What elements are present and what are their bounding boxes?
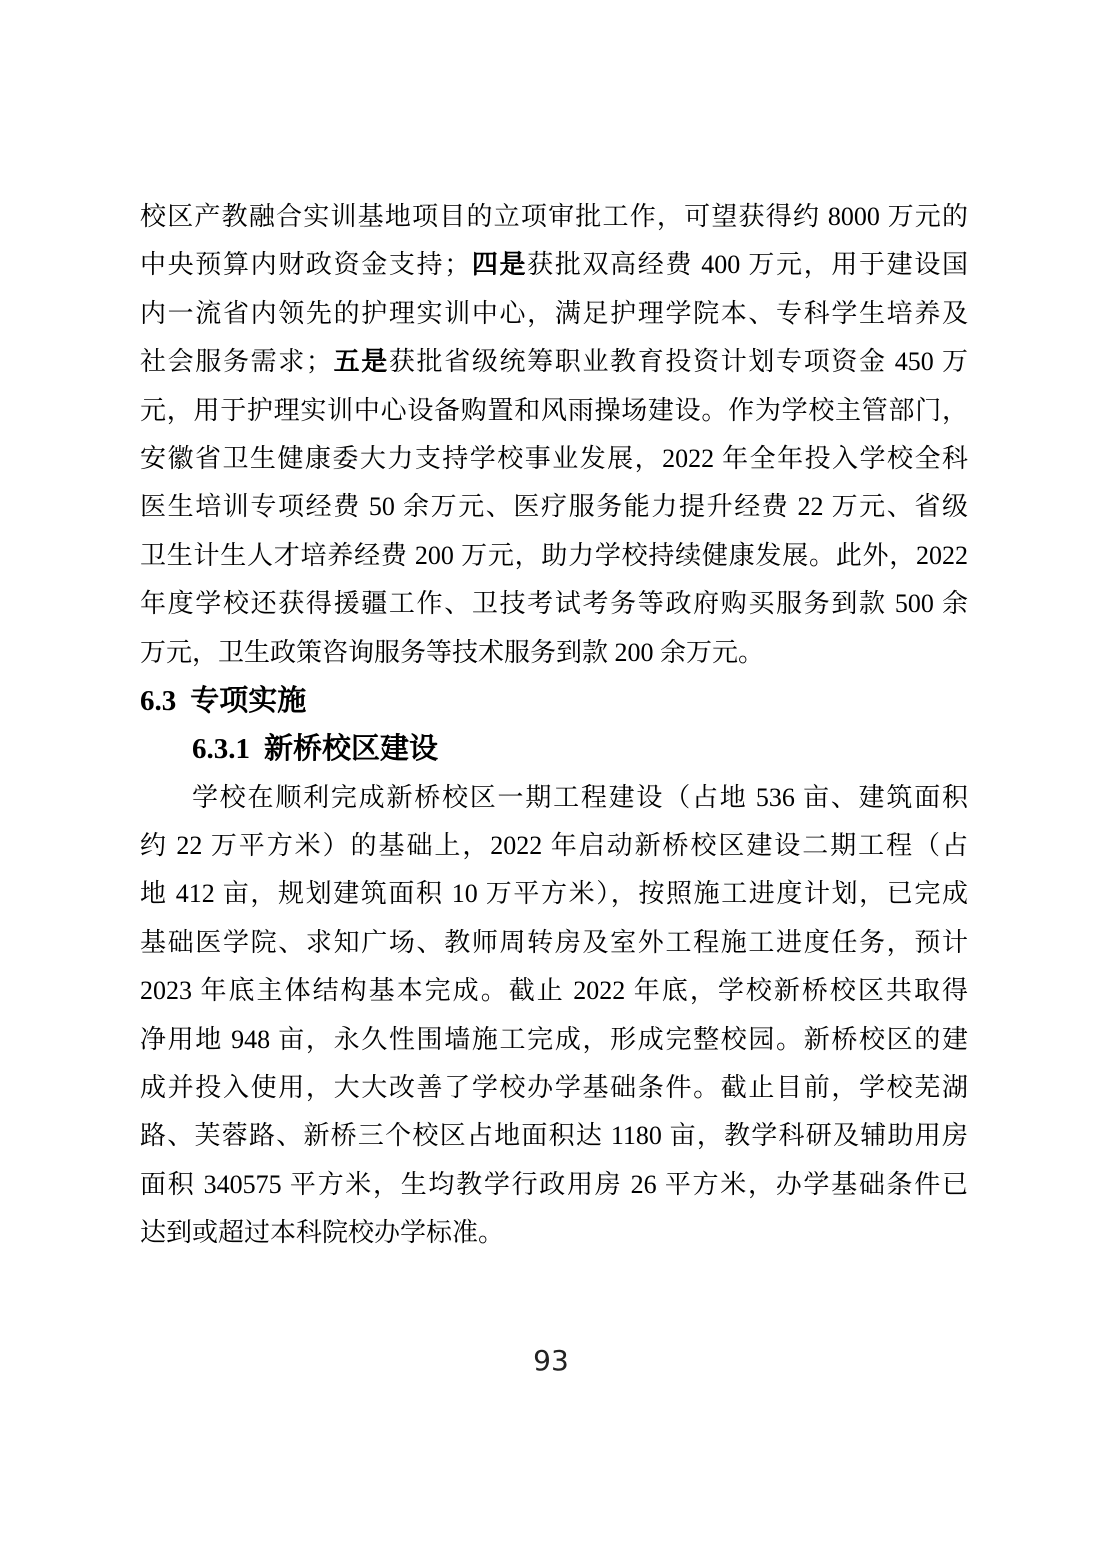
text-line (140, 870, 968, 918)
text-segment: 万元，卫生政策咨询服务等技术服务到款 200 余万元。 (140, 637, 765, 667)
subsection-number: 6.3.1 (192, 733, 250, 766)
section-heading (140, 677, 968, 725)
text-line (140, 387, 968, 435)
text-line (140, 435, 968, 483)
text-segment: 安徽省卫生健康委大力支持学校事业发展，2022 年全年投入学校全科 (140, 443, 968, 473)
text-line (140, 629, 968, 677)
text-segment: 元，用于护理实训中心设备购置和风雨操场建设。作为学校主管部门， (140, 395, 968, 425)
emphasis-text: 四是 (470, 250, 528, 280)
text-line (140, 1016, 968, 1064)
text-line (140, 1209, 968, 1257)
page-footer (0, 1344, 1102, 1377)
text-line (140, 532, 968, 580)
text-line (140, 241, 968, 289)
document-content (140, 193, 968, 1258)
paragraph-campus-construction (140, 774, 968, 1258)
text-line (140, 193, 968, 241)
text-segment: 学校在顺利完成新桥校区一期工程建设（占地 536 亩、建筑面积 (192, 782, 968, 812)
text-segment: 社会服务需求； (140, 347, 332, 377)
text-line (140, 1161, 968, 1209)
text-segment: 获批双高经费 400 万元，用于建设国 (527, 250, 968, 280)
text-segment: 面积 340575 平方米，生均教学行政用房 26 平方米，办学基础条件已 (140, 1169, 968, 1199)
text-line (140, 967, 968, 1015)
text-line (140, 1112, 968, 1160)
text-segment: 路、芙蓉路、新桥三个校区占地面积达 1180 亩，教学科研及辅助用房 (140, 1121, 968, 1151)
text-line (140, 580, 968, 628)
subsection-heading (140, 725, 968, 773)
text-segment: 2023 年底主体结构基本完成。截止 2022 年底，学校新桥校区共取得 (140, 976, 968, 1006)
text-segment: 年度学校还获得援疆工作、卫技考试考务等政府购买服务到款 500 余 (140, 589, 968, 619)
emphasis-text: 五是 (331, 347, 389, 377)
text-line (140, 822, 968, 870)
text-segment: 内一流省内领先的护理实训中心，满足护理学院本、专科学生培养及 (140, 298, 968, 328)
text-line (140, 774, 968, 822)
text-line (140, 919, 968, 967)
text-segment: 卫生计生人才培养经费 200 万元，助力学校持续健康发展。此外，2022 (140, 540, 968, 570)
text-segment: 中央预算内财政资金支持； (140, 250, 471, 280)
paragraph-funding (140, 193, 968, 677)
text-segment: 达到或超过本科院校办学标准。 (140, 1218, 505, 1248)
subsection-title: 新桥校区建设 (264, 733, 439, 766)
text-line (140, 290, 968, 338)
text-segment: 约 22 万平方米）的基础上，2022 年启动新桥校区建设二期工程（占 (140, 831, 968, 861)
section-title: 专项实施 (190, 684, 307, 717)
text-segment: 获批省级统筹职业教育投资计划专项资金 450 万 (388, 347, 968, 377)
text-line (140, 1064, 968, 1112)
section-number: 6.3 (140, 684, 177, 717)
text-segment: 成并投入使用，大大改善了学校办学基础条件。截止目前，学校芜湖 (140, 1073, 968, 1103)
text-segment: 净用地 948 亩，永久性围墙施工完成，形成完整校园。新桥校区的建 (140, 1024, 968, 1054)
text-segment: 校区产教融合实训基地项目的立项审批工作，可望获得约 8000 万元的 (140, 202, 968, 231)
text-line (140, 483, 968, 531)
text-segment: 地 412 亩，规划建筑面积 10 万平方米），按照施工进度计划，已完成 (140, 879, 968, 909)
text-line (140, 338, 968, 386)
page-number: 93 (533, 1344, 569, 1377)
text-segment: 医生培训专项经费 50 余万元、医疗服务能力提升经费 22 万元、省级 (140, 492, 968, 522)
text-segment: 基础医学院、求知广场、教师周转房及室外工程施工进度任务，预计 (140, 927, 968, 957)
